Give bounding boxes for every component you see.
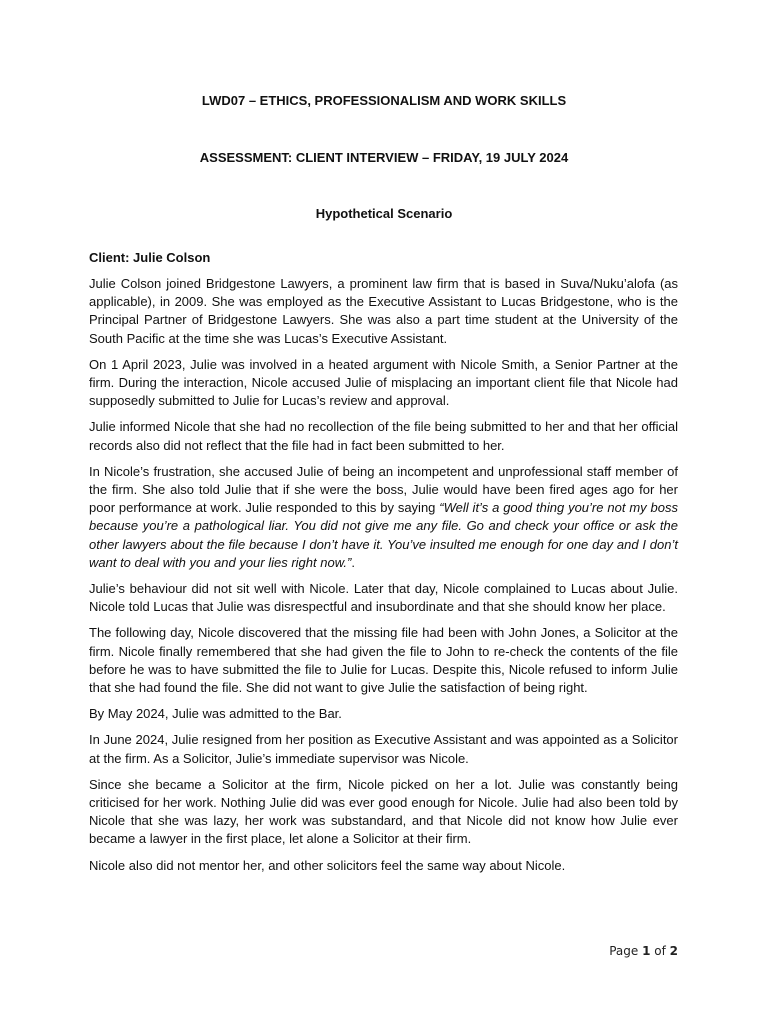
page-total: 2 [669, 944, 678, 958]
page-of: of [650, 944, 670, 958]
paragraph-6: The following day, Nicole discovered that the missing file had been with John Jones, a Solicitor at the firm. Nicole finally remembered that she had given the file to John to re-check the contents of the file before he was to have submitted the file to Julie for Lucas. Despite this, Nicole refused to inform Julie that she had found the file. She did not want to give Julie the satisfaction of being right. [89, 625, 678, 696]
paragraph-1: Julie Colson joined Bridgestone Lawyers, a prominent law firm that is based in Suva/Nuku’alofa (as applicable), in 2009. She was employed as the Executive Assistant to Lucas Bridgestone, who is the Principal Partner of Bridgestone Lawyers. She was also a part time student at the University of the South Pacific at the time she was Lucas’s Executive Assistant. [89, 276, 678, 346]
page-word: Page [609, 944, 643, 958]
section-title: Hypothetical Scenario [315, 206, 453, 221]
paragraph-4-text: In Nicole’s frustration, she accused Julie of being an incompetent and unprofessional staff member of the firm. She also told Julie that if she were the boss, Julie would have been fired ages ago for her poor performance at work. Julie responded to this by saying [89, 463, 678, 516]
paragraph-7: By May 2024, Julie was admitted to the Bar. [89, 706, 342, 722]
paragraph-8: In June 2024, Julie resigned from her position as Executive Assistant and was appointed as a Solicitor at the firm. As a Solicitor, Julie’s immediate supervisor was Nicole. [89, 732, 678, 766]
page-number [609, 943, 678, 959]
paragraph-2: On 1 April 2023, Julie was involved in a heated argument with Nicole Smith, a Senior Partner at the firm. During the interaction, Nicole accused Julie of misplacing an important client file that Nicole had supposedly submitted to Julie for Lucas’s review and approval. [89, 356, 678, 409]
paragraph-4 [89, 463, 678, 572]
course-title: LWD07 – ETHICS, PROFESSIONALISM AND WORK SKILLS [201, 93, 567, 108]
page-current: 1 [642, 944, 651, 958]
scenario-body [89, 275, 678, 883]
paragraph-9: Since she became a Solicitor at the firm, Nicole picked on her a lot. Julie was constantly being criticised for her work. Nothing Julie did was ever good enough for Nicole. Julie had also been told by Nicole that she was lazy, her work was substandard, and that Nicole did not know how Julie ever became a lawyer in the first place, let alone a Solicitor at their firm. [89, 776, 678, 847]
paragraph-10: Nicole also did not mentor her, and other solicitors feel the same way about Nicole. [89, 857, 566, 873]
client-label: Client: Julie Colson [89, 250, 211, 265]
paragraph-5: Julie’s behaviour did not sit well with Nicole. Later that day, Nicole complained to Lucas about Julie. Nicole told Lucas that Julie was disrespectful and insubordinate and that she should know her place. [89, 581, 678, 615]
assessment-title: ASSESSMENT: CLIENT INTERVIEW – FRIDAY, 19 JULY 2024 [199, 150, 569, 165]
paragraph-4-quote: “Well it’s a good thing you’re not my boss because you’re a pathological liar. You did not give me any file. Go and check your office or ask the other lawyers about the file because I don’t have it. You’ve insulted me enough for one day and I don’t want to deal with you and your lies right now.” [89, 500, 678, 570]
paragraph-3: Julie informed Nicole that she had no recollection of the file being submitted to her and that her official records also did not reflect that the file had in fact been submitted to her. [89, 419, 678, 453]
paragraph-4-end: . [351, 554, 355, 570]
